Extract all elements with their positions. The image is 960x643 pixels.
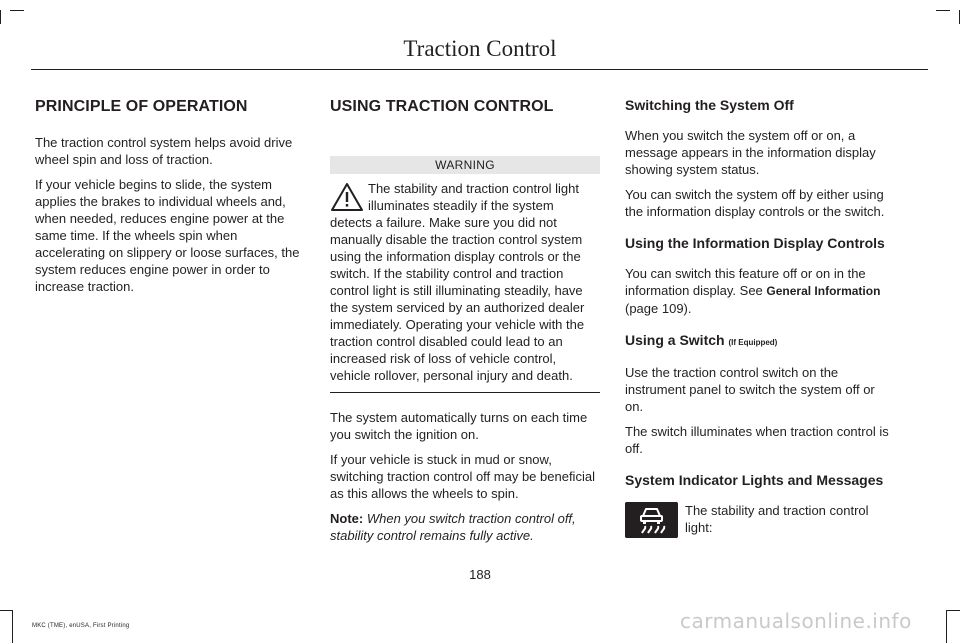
indicator-description: The stability and traction control light: bbox=[685, 503, 869, 535]
paragraph: Use the traction control switch on the instrument panel to switch the system off or on. bbox=[625, 365, 875, 414]
note-label: Note: bbox=[330, 511, 364, 526]
paragraph bbox=[625, 265, 895, 317]
indicator-row bbox=[625, 502, 895, 542]
warning-text-first: The stability and traction control light illuminates steadily if the system bbox=[368, 181, 579, 213]
crop-mark bbox=[0, 610, 12, 611]
paragraph: When you switch the system off or on, a message appears in the information display showing system status. bbox=[625, 128, 876, 177]
crop-mark bbox=[936, 10, 950, 11]
traction-control-icon bbox=[625, 502, 678, 538]
page-reference: (page 109). bbox=[625, 301, 692, 316]
page-number: 188 bbox=[469, 567, 491, 582]
crop-mark bbox=[12, 610, 13, 643]
heading-principle: PRINCIPLE OF OPERATION bbox=[35, 98, 248, 115]
switch-heading-text: Using a Switch bbox=[625, 332, 725, 348]
column-switching bbox=[625, 96, 895, 542]
paragraph: You can switch the system off by either using the information display controls or the switch. bbox=[625, 187, 885, 219]
paragraph: The traction control system helps avoid drive wheel spin and loss of traction. bbox=[35, 135, 293, 167]
crop-mark bbox=[0, 10, 1, 24]
paragraph: The system automatically turns on each time you switch the ignition on. bbox=[330, 410, 588, 442]
paragraph: The switch illuminates when traction control is off. bbox=[625, 424, 889, 456]
warning-box bbox=[330, 180, 600, 384]
if-equipped-label: (If Equipped) bbox=[728, 338, 778, 347]
display-text: You can switch this feature off or on in the information display. See bbox=[625, 266, 866, 298]
page-title: Traction Control bbox=[403, 36, 557, 61]
paragraph: If your vehicle begins to slide, the system applies the brakes to individual wheels and, when needed, reduces engine power at the same time. If the wheels spin when accelerating on slippery or loose surfaces, the system reduces engine power in order to increase traction. bbox=[35, 177, 300, 294]
general-information-link[interactable]: General Information bbox=[766, 284, 881, 298]
print-info: MKC (TME), enUSA, First Printing bbox=[32, 623, 130, 629]
note-text: When you switch traction control off, stability control remains fully active. bbox=[330, 511, 576, 543]
heading-indicator-lights: System Indicator Lights and Messages bbox=[625, 472, 884, 488]
warning-text: detects a failure. Make sure you did not manually disable the traction control system using the information display controls or the switch. If the stability control and traction control light is still illuminating steadily, have the system serviced by an authorized dealer immediately. Operating your vehicle with the traction control disabled could lead to an increased risk of loss of vehicle control, vehicle rollover, personal injury and death. bbox=[330, 215, 585, 383]
header-divider bbox=[31, 69, 928, 70]
column-principle bbox=[35, 96, 305, 303]
heading-display-controls: Using the Information Display Controls bbox=[625, 235, 885, 251]
heading-using-switch bbox=[625, 331, 895, 352]
crop-mark bbox=[10, 10, 24, 11]
crop-mark bbox=[946, 610, 947, 643]
warning-triangle-icon bbox=[330, 182, 364, 212]
heading-switching-off: Switching the System Off bbox=[625, 97, 794, 113]
crop-mark bbox=[946, 610, 960, 611]
warning-label: WARNING bbox=[330, 156, 600, 174]
warning-divider bbox=[330, 392, 600, 393]
column-using bbox=[330, 96, 600, 552]
watermark: carmanualsonline.info bbox=[680, 609, 912, 633]
note bbox=[330, 510, 600, 544]
paragraph: If your vehicle is stuck in mud or snow, switching traction control off may be beneficial as this allows the wheels to spin. bbox=[330, 452, 595, 501]
heading-using: USING TRACTION CONTROL bbox=[330, 98, 554, 115]
